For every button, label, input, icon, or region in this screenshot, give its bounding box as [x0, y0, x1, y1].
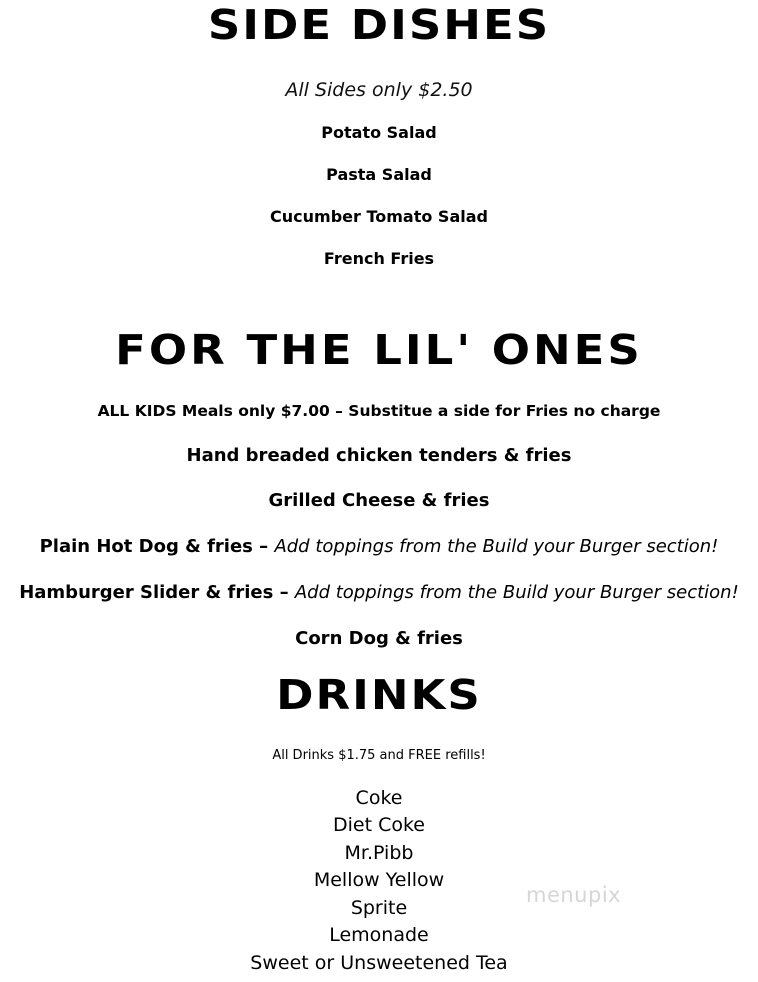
side-dishes-price-note: All Sides only $2.50: [285, 79, 473, 101]
drink-item-coke: Coke: [355, 787, 403, 809]
kids-item-hamburger-slider: [0, 581, 758, 605]
drinks-price-note: All Drinks $1.75 and FREE refills!: [272, 748, 486, 763]
side-item-pasta-salad: Pasta Salad: [326, 165, 432, 184]
kids-item-extra: Add toppings from the Build your Burger section!: [274, 536, 719, 557]
kids-item-grilled-cheese: [0, 489, 758, 513]
kids-item-chicken-tenders: [0, 444, 758, 468]
kids-heading: FOR THE LIL' ONES: [115, 325, 643, 374]
kids-price-note: ALL KIDS Meals only $7.00 – Substitue a side for Fries no charge: [97, 402, 661, 420]
drink-item-sweet-tea: Sweet or Unsweetened Tea: [250, 952, 508, 974]
kids-item-name: Corn Dog & fries: [295, 628, 463, 649]
kids-item-name: Grilled Cheese & fries: [268, 490, 490, 511]
kids-item-extra: Add toppings from the Build your Burger section!: [294, 582, 739, 603]
drink-item-mellow-yellow: Mellow Yellow: [313, 869, 445, 891]
menupix-watermark: menupix: [526, 883, 622, 907]
kids-item-name: Hamburger Slider & fries –: [19, 582, 295, 603]
kids-item-name: Plain Hot Dog & fries –: [39, 536, 275, 557]
drink-item-sprite: Sprite: [350, 897, 408, 919]
side-item-cucumber-tomato-salad: Cucumber Tomato Salad: [270, 207, 488, 226]
drinks-heading: DRINKS: [276, 670, 482, 719]
side-item-french-fries: French Fries: [323, 249, 435, 268]
side-item-potato-salad: Potato Salad: [321, 123, 437, 142]
drink-item-diet-coke: Diet Coke: [333, 814, 425, 836]
kids-item-hot-dog: [0, 535, 758, 559]
drink-item-lemonade: Lemonade: [329, 924, 429, 946]
kids-item-corn-dog: [0, 627, 758, 651]
side-dishes-heading: SIDE DISHES: [207, 0, 551, 49]
kids-item-name: Hand breaded chicken tenders & fries: [186, 445, 572, 466]
drink-item-mr-pibb: Mr.Pibb: [344, 842, 414, 864]
